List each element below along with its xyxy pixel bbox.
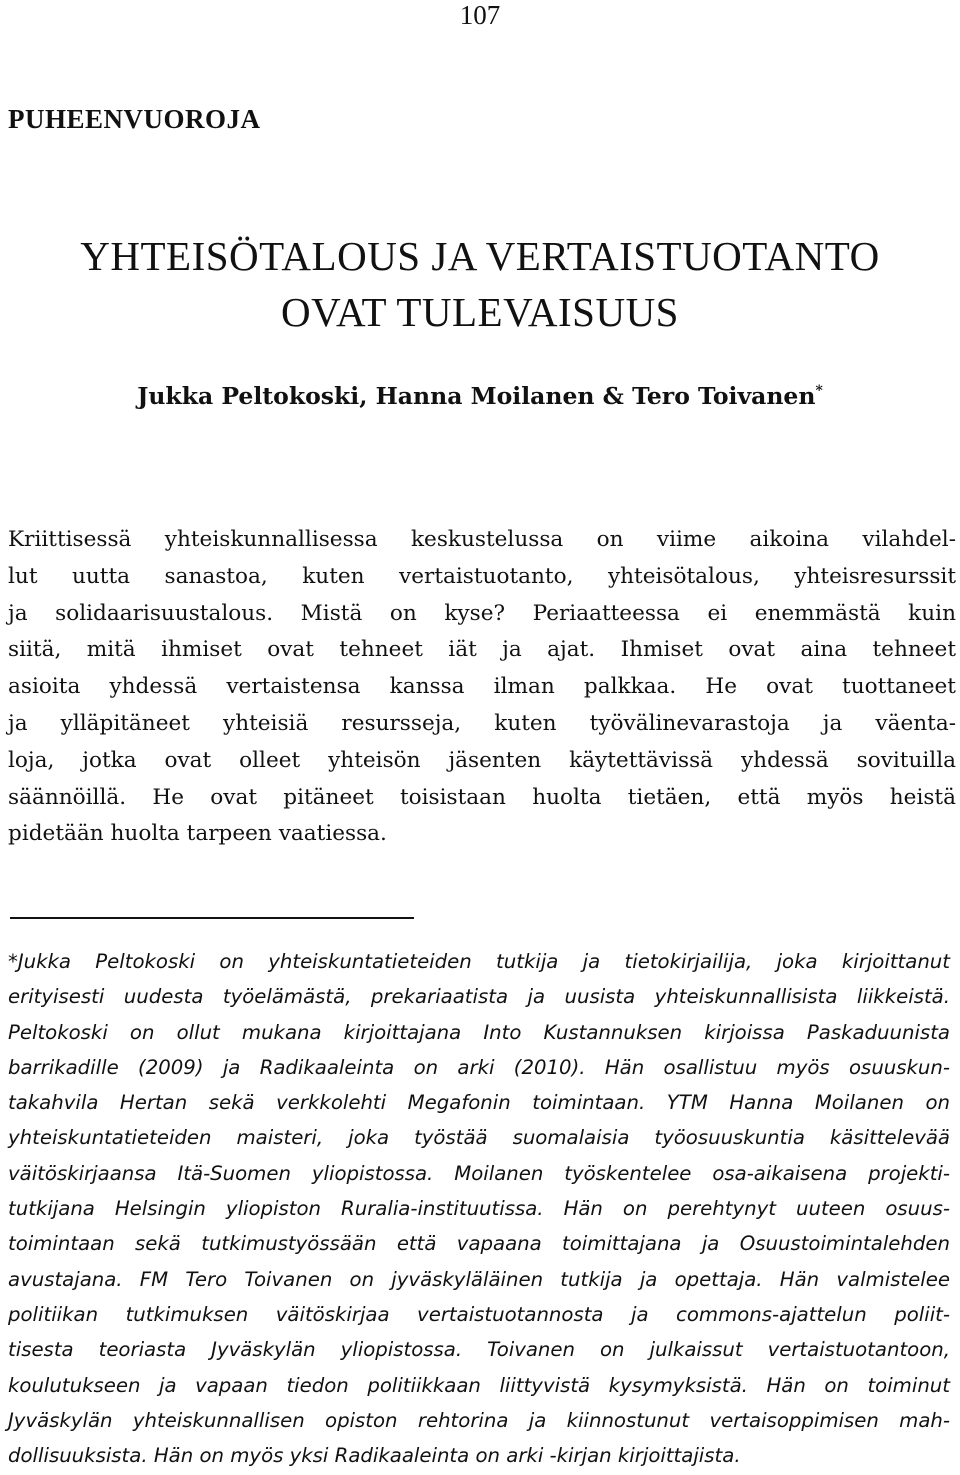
footnote-line: toimintaan sekä tutkimustyössään että vapaana toimittajana ja Osuustoimintalehden (8, 1232, 950, 1256)
footnote-line: avustajana. FM Tero Toivanen on jyväskyläläinen tutkija ja opettaja. Hän valmistelee (8, 1267, 950, 1291)
footnote-line: Jyväskylän yhteiskunnallisen opiston rehtorina ja kiinnostunut vertaisoppimisen mah- (8, 1408, 950, 1432)
body-line: asioita yhdessä vertaistensa kanssa ilman palkkaa. He ovat tuottaneet (8, 674, 956, 700)
body-line: ja ylläpitäneet yhteisiä resursseja, kuten työvälinevarastoja ja väenta- (8, 710, 956, 736)
body-line: loja, jotka ovat olleet yhteisön jäsenten käytettävissä yhdessä sovituilla (8, 747, 956, 773)
footnote-line: yhteiskuntatieteiden maisteri, joka työstää suomalaisia työosuuskuntia käsittelevää (8, 1126, 950, 1150)
author-byline (0, 376, 960, 416)
body-line: Kriittisessä yhteiskunnallisessa keskustelussa on viime aikoina vilahdel- (8, 527, 956, 552)
body-paragraph (8, 522, 956, 853)
author-names: Jukka Peltokoski, Hanna Moilanen & Tero Toivanen (137, 382, 816, 410)
footnote-line: barrikadille (2009) ja Radikaaleinta on arki (2010). Hän osallistuu myös osuuskun- (8, 1055, 950, 1079)
footnote-line: dollisuuksista. Hän on myös yksi Radikaaleinta on arki -kirjan kirjoittajista. (8, 1444, 741, 1468)
body-line: lut uutta sanastoa, kuten vertaistuotanto, yhteisötalous, yhteisresurssit (8, 563, 956, 589)
title-line-1: YHTEISÖTALOUS JA VERTAISTUOTANTO (80, 233, 880, 279)
footnote-line: tutkijana Helsingin yliopiston Ruralia-instituutissa. Hän on perehtynyt uuteen osuus- (8, 1197, 950, 1221)
footnote-line: tisesta teoriasta Jyväskylän yliopistossa. Toivanen on julkaissut vertaistuotantoon, (8, 1338, 950, 1362)
title-line-2: OVAT TULEVAISUUS (281, 289, 679, 335)
page-number: 107 (459, 0, 501, 30)
article-title (0, 228, 960, 340)
footnote-divider (10, 917, 414, 919)
footnote-line: koulutukseen ja vapaan tiedon politiikkaan liittyvistä kysymyksistä. Hän on toiminut (8, 1373, 950, 1397)
body-line: pidetään huolta tarpeen vaatiessa. (8, 821, 387, 847)
section-label: PUHEENVUOROJA (8, 104, 261, 134)
footnote-line: Peltokoski on ollut mukana kirjoittajana Into Kustannuksen kirjoissa Paskaduunista (8, 1020, 950, 1044)
footnote-line: *Jukka Peltokoski on yhteiskuntatieteiden tutkija ja tietokirjailija, joka kirjoittanut (8, 950, 950, 973)
footnote-line: väitöskirjaansa Itä-Suomen yliopistossa. Moilanen työskentelee osa-aikaisena projekti- (8, 1161, 950, 1185)
footnote-marker: * (815, 383, 823, 400)
body-line: siitä, mitä ihmiset ovat tehneet iät ja ajat. Ihmiset ovat aina tehneet (8, 637, 956, 663)
footnote-line: politiikan tutkimuksen väitöskirjaa vertaistuotannosta ja commons-ajattelun poliit- (8, 1302, 950, 1326)
body-line: ja solidaarisuustalous. Mistä on kyse? Periaatteessa ei enemmästä kuin (8, 600, 956, 626)
footnote-line: takahvila Hertan sekä verkkolehti Megafonin toimintaan. YTM Hanna Moilanen on (8, 1091, 950, 1115)
footnote-line: erityisesti uudesta työelämästä, prekariaatista ja uusista yhteiskunnallisista liikkeistä. (8, 985, 950, 1009)
author-footnote (8, 944, 950, 1473)
body-line: säännöillä. He ovat pitäneet toisistaan huolta tietäen, että myös heistä (8, 784, 956, 810)
